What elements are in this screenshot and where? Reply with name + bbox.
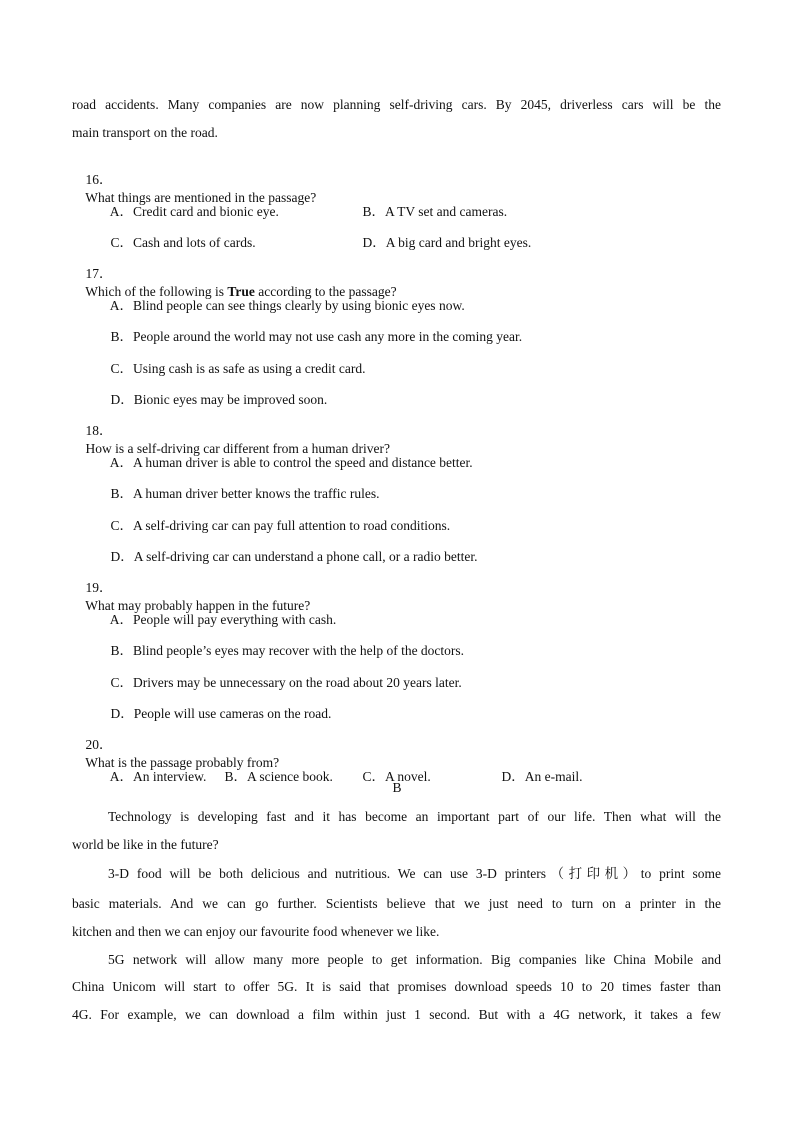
option-label: B．: [362, 204, 386, 219]
option-text: A big card and bright eyes.: [385, 235, 532, 250]
option-label: A．: [109, 769, 134, 784]
option-label: B．: [110, 643, 134, 658]
option-label: D．: [110, 706, 134, 721]
question-text: What is the passage probably from?: [85, 755, 280, 770]
option-text: People will pay everything with cash.: [133, 612, 337, 627]
question-number: 18．: [85, 423, 113, 438]
option-text: Bionic eyes may be improved soon.: [133, 392, 328, 407]
option-label: B．: [110, 486, 134, 501]
option-text: A self-driving car can pay full attention to road conditions.: [133, 518, 451, 533]
option-text: People will use cameras on the road.: [133, 706, 332, 721]
option-text: A TV set and cameras.: [385, 204, 508, 219]
option-label: A．: [109, 455, 134, 470]
option-text: Drivers may be unnecessary on the road about 20 years later.: [133, 675, 462, 690]
question-text: Which of the following is True according to the passage?: [85, 284, 397, 299]
paragraph-3-line-1: 5G network will allow many more people to get information. Big companies like China Mobile and: [108, 952, 721, 967]
option-label: B．: [110, 329, 134, 344]
question-number: 16．: [85, 172, 113, 187]
question-text: What things are mentioned in the passage?: [85, 190, 317, 205]
option-label: A．: [109, 612, 134, 627]
option-label: C．: [110, 235, 134, 250]
option-label: D．: [110, 392, 134, 407]
paragraph-1-line-1: Technology is developing fast and it has become an important part of our life. Then what will the: [108, 809, 721, 824]
paragraph-1-line-2: world be like in the future?: [72, 837, 219, 852]
option-text: Blind people’s eyes may recover with the help of the doctors.: [133, 643, 465, 658]
option-text: A science book.: [247, 769, 333, 784]
question-number: 17．: [85, 266, 113, 281]
option-text: A human driver is able to control the speed and distance better.: [133, 455, 473, 470]
option-label: C．: [362, 769, 386, 784]
option-label: D．: [110, 549, 134, 564]
question-number: 20．: [85, 737, 113, 752]
option-label: C．: [110, 518, 134, 533]
question-text: What may probably happen in the future?: [85, 598, 311, 613]
option-text: Blind people can see things clearly by using bionic eyes now.: [133, 298, 465, 313]
option-text: Cash and lots of cards.: [133, 235, 256, 250]
paragraph-2-line-1: 3-D food will be both delicious and nutritious. We can use 3-D printers（打印机）to print some: [108, 866, 721, 881]
paragraph-3-line-3: 4G. For example, we can download a film within just 1 second. But with a 4G network, it takes a few: [72, 1007, 721, 1022]
paragraph-3-line-2: China Unicom will start to offer 5G. It is said that promises download speeds 10 to 20 times faster than: [72, 979, 721, 994]
option-label: D．: [362, 235, 386, 250]
option-text: An e-mail.: [524, 769, 583, 784]
option-label: A．: [109, 298, 134, 313]
option-text: Using cash is as safe as using a credit card.: [133, 361, 366, 376]
option-label: B．: [224, 769, 248, 784]
emphasis-true: True: [227, 284, 255, 299]
option-text: A human driver better knows the traffic rules.: [133, 486, 380, 501]
option-text: An interview.: [133, 769, 207, 784]
question-text: How is a self-driving car different from a human driver?: [85, 441, 391, 456]
question-number: 19．: [85, 580, 113, 595]
intro-line-2: main transport on the road.: [72, 125, 218, 140]
option-text: A novel.: [385, 769, 431, 784]
paragraph-2-line-3: kitchen and then we can enjoy our favourite food whenever we like.: [72, 924, 440, 939]
option-label: A．: [109, 204, 134, 219]
paragraph-2-line-2: basic materials. And we can go further. Scientists believe that we just need to turn on a printer in the: [72, 896, 721, 911]
intro-line-1: road accidents. Many companies are now planning self-driving cars. By 2045, driverless cars will be the: [72, 97, 721, 112]
option-label: C．: [110, 675, 134, 690]
option-label: C．: [110, 361, 134, 376]
option-text: Credit card and bionic eye.: [133, 204, 279, 219]
option-text: A self-driving car can understand a phone call, or a radio better.: [133, 549, 478, 564]
section-heading: B: [392, 780, 402, 795]
option-label: D．: [501, 769, 525, 784]
option-text: People around the world may not use cash any more in the coming year.: [133, 329, 523, 344]
